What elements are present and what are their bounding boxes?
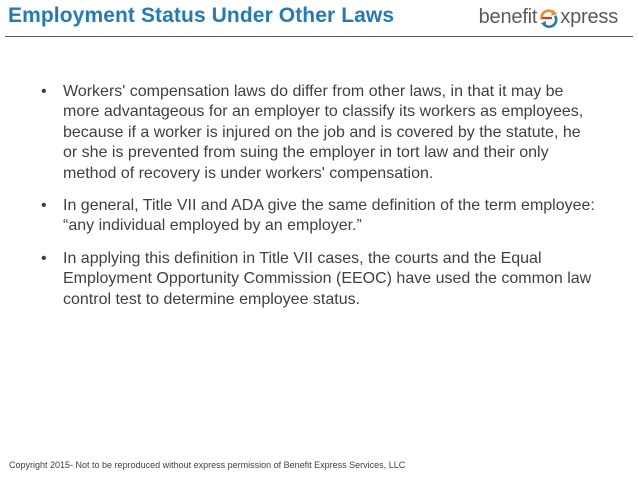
bullet-text: In applying this definition in Title VII cases, the courts and the Equal Employment Opportunity Commission (EEOC) have used the common law control test to determine employee status.: [63, 249, 592, 308]
bullet-dot: •: [41, 83, 47, 100]
logo-text-xpress: xpress: [560, 5, 618, 28]
copyright-footer: Copyright 2015- Not to be reproduced without express permission of Benefit Express Services, LLC: [9, 460, 406, 470]
bullet-item: [39, 249, 599, 310]
bullet-dot: •: [41, 197, 47, 215]
arrows-e-logo-icon: [538, 7, 559, 28]
bullet-dot: •: [41, 249, 47, 267]
bullet-text: In general, Title VII and ADA give the same definition of the term employee: “any individual employed by an employer.”: [63, 197, 595, 235]
title-divider: [5, 36, 633, 37]
bullet-text: Workers' compensation laws do differ from other laws, in that it may be more advantageous for an employer to classify its workers as employees, because if a worker is injured on the job and is covered by the statute, he or she is prevented from suing the employer in tort law and their only method of recovery is under workers' compensation.: [63, 83, 584, 182]
benefit-express-logo: [479, 4, 618, 30]
slide-title: Employment Status Under Other Laws: [8, 4, 395, 27]
bullet-item: [39, 196, 599, 237]
bullet-item: [39, 82, 599, 184]
logo-text-benefit: benefit: [478, 5, 538, 28]
bullet-list: [39, 82, 599, 322]
